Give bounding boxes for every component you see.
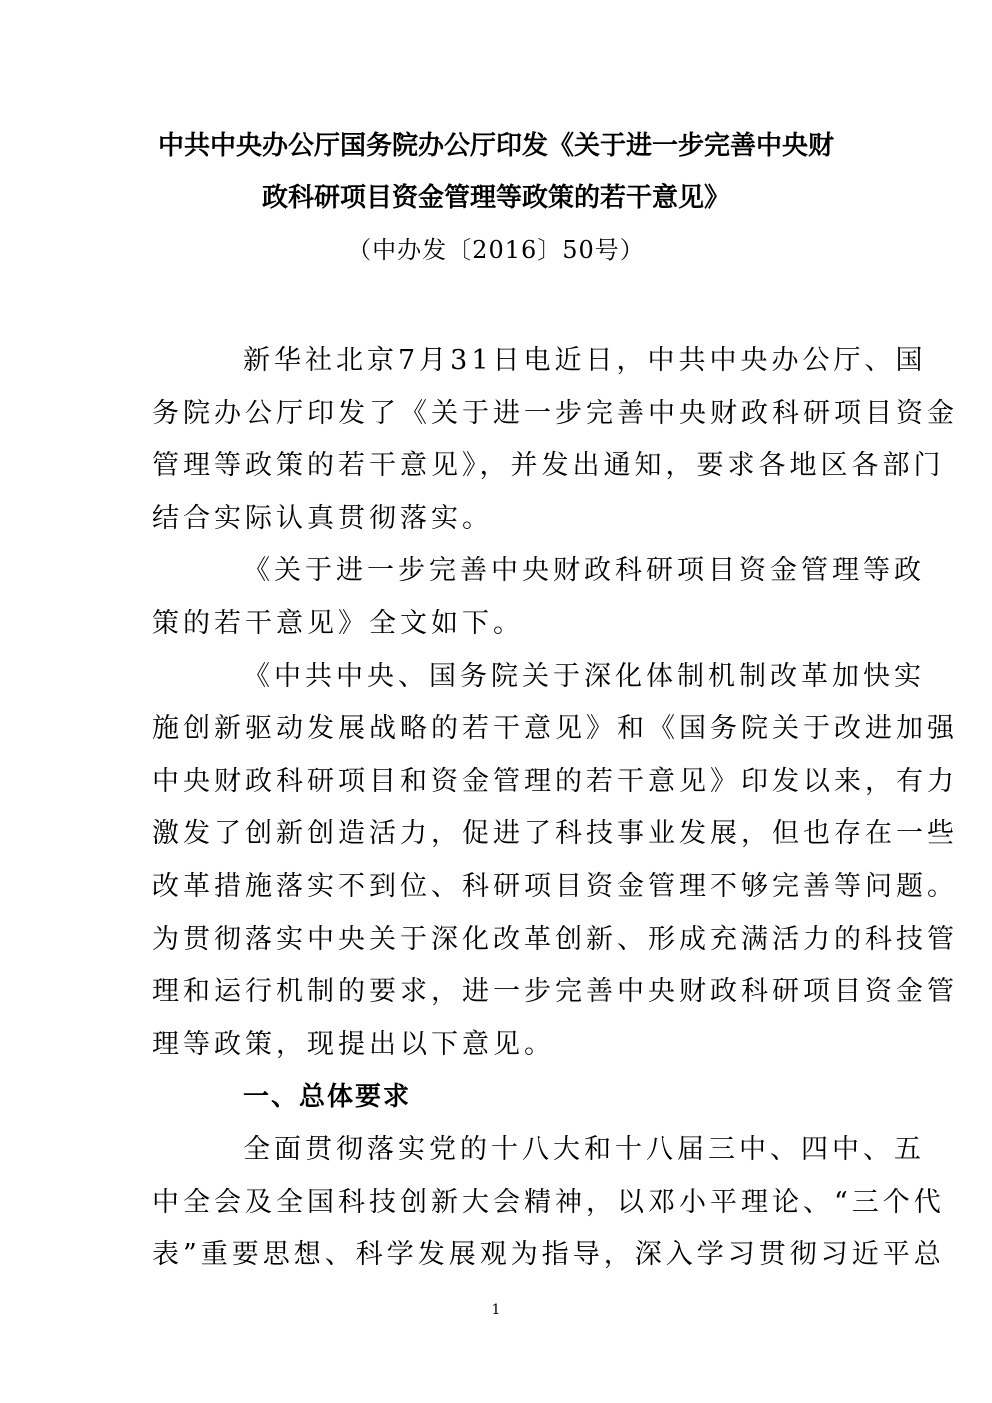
paragraph-line: 结合实际认真贯彻落实。 [152, 502, 493, 534]
paragraph-line: 激发了创新创造活力，促进了科技事业发展，但也存在一些 [152, 818, 958, 850]
document-title-line-2: 政科研项目资金管理等政策的若干意见》 [261, 183, 730, 213]
document-title-line-1: 中共中央办公厅国务院办公厅印发《关于进一步完善中央财 [157, 131, 834, 161]
paragraph-background [152, 651, 958, 1072]
paragraph-intro [152, 335, 958, 545]
paragraph-line: 中央财政科研项目和资金管理的若干意见》印发以来，有力 [152, 765, 958, 797]
paragraph-line: 表”重要思想、科学发展观为指导，深入学习贯彻习近平总 [152, 1239, 945, 1271]
paragraph-line: 务院办公厅印发了《关于进一步完善中央财政科研项目资金 [152, 397, 958, 429]
paragraph-line: 新华社北京7月31日电近日，中共中央办公厅、国 [243, 345, 927, 376]
paragraph-section-1 [152, 1124, 945, 1282]
paragraph-line: 施创新驱动发展战略的若干意见》和《国务院关于改进加强 [152, 713, 958, 745]
paragraph-line: 《关于进一步完善中央财政科研项目资金管理等政 [243, 555, 925, 587]
paragraph-fulltext-note [152, 545, 925, 650]
paragraph-line: 《中共中央、国务院关于深化体制机制改革加快实 [243, 660, 925, 692]
paragraph-line: 管理等政策的若干意见》，并发出通知，要求各地区各部门 [152, 450, 945, 482]
paragraph-line: 理和运行机制的要求，进一步完善中央财政科研项目资金管 [152, 976, 958, 1008]
document-number: （中办发〔2016〕50号） [347, 236, 645, 264]
paragraph-line: 改革措施落实不到位、科研项目资金管理不够完善等问题。 [152, 870, 958, 902]
document-body [152, 335, 958, 1282]
paragraph-line: 策的若干意见》全文如下。 [152, 607, 524, 639]
section-heading: 一、总体要求 [243, 1082, 412, 1113]
paragraph-line: 中全会及全国科技创新大会精神，以邓小平理论、“三个代 [152, 1186, 945, 1218]
paragraph-line: 全面贯彻落实党的十八大和十八届三中、四中、五 [243, 1133, 925, 1165]
page-number: 1 [491, 1302, 501, 1318]
paragraph-line: 为贯彻落实中央关于深化改革创新、形成充满活力的科技管 [152, 923, 958, 955]
paragraph-line: 理等政策，现提出以下意见。 [152, 1028, 555, 1060]
